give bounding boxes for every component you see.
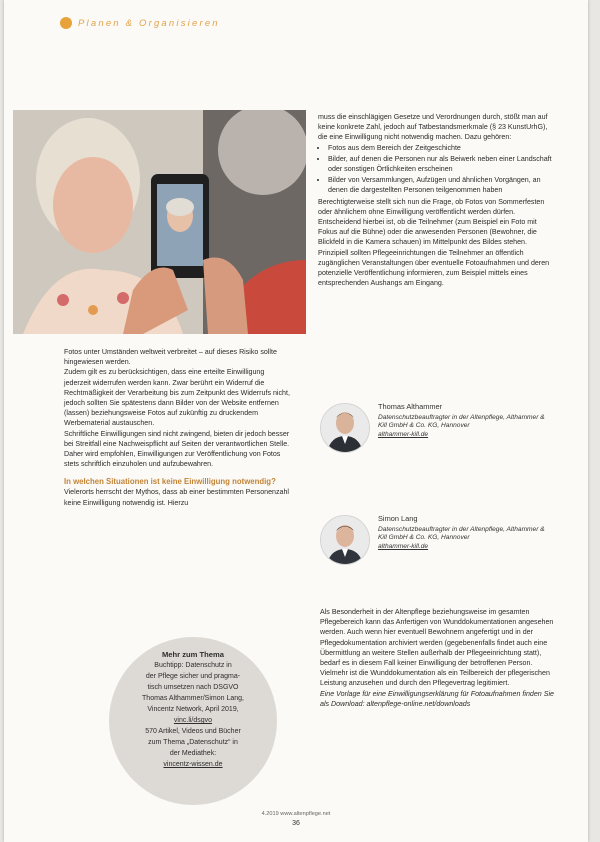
section-kicker: Planen & Organisieren <box>78 17 220 29</box>
right-bottom-paragraph: Als Besonderheit in der Altenpflege beziehungsweise im gesamten Pflegebereich kann das Anfertigen von Wunddokumentationen angesehen werden. Auch wenn hier eventuell Bewohnern angefertigt und in der Pflegedokumentation archiviert werden (gegebenenfalls findet auch eine Übermittlung an weitere Stellen außerhalb der Pflegeeinrichtung statt), bedarf es in diesem Fall keiner Einwilligung der betroffenen Person. Vielmehr ist die Wunddokumentation als ein Teilbereich der pflegerischen Leistung anzusehen und durch den Pflegevertrag legitimiert. <box>320 608 554 688</box>
author-name: Thomas Althammer <box>378 402 443 411</box>
list-item: • Bilder von Versammlungen, Aufzügen und ähnlichen Vorgängen, an denen die dargestellten Personen teilgenommen haben <box>328 175 554 195</box>
info-bubble <box>109 637 277 805</box>
photo-illustration <box>13 110 306 334</box>
author-portrait-icon <box>321 404 369 452</box>
info-link-mediathek[interactable]: vincentz-wissen.de <box>163 761 223 768</box>
right-intro: muss die einschlägigen Gesetze und Verordnungen durch, stößt man auf keine konkrete Zahl, jedoch auf Tatbestandsmerkmale (§ 23 KunstUrhG), die eine Einwilligung nicht notwendig machen. Dazu gehören: <box>318 113 548 142</box>
author-portrait-icon <box>321 516 369 564</box>
info-line: Vincentz Network, April 2019, <box>147 706 239 713</box>
right-paragraph: Berechtigterweise stellt sich nun die Frage, ob Fotos von Sommerfesten oder ähnlichem ohne Einwilligung veröffentlicht werden dürfen. Entscheidend hierbei ist, ob die Teilnehmer (zum Beispiel ein Foto mit Fokus auf die Bühne) oder die anwesenden Personen (Bewohner, die Blickfeld in die Kamera schauen) im Mittelpunkt des Bildes stehen. Prinzipiell sollten Pflegeeinrichtungen die Teilnehmer an öffentlich zugänglichen Veranstaltungen über eventuelle Fotoaufnahmen und deren potenzielle Veröffentlichung informieren, zum Beispiel mittels eines entsprechenden Aushangs am Eingang. <box>318 197 550 288</box>
left-paragraph-2: Zudem gilt es zu berücksichtigen, dass eine erteilte Einwilligung jederzeit widerrufen werden kann. Zwar berührt ein Widerruf die Rechtmäßigkeit der Verarbeitung bis zum Zeitpunkt des Widerrufs nicht, jedoch sollten Sie spätestens dann Bilder von der Website entfernen (lassen) beziehungsweise Fotos auf zukünftig zu druckendem Werbematerial austauschen. <box>64 368 290 428</box>
info-line: Thomas Althammer/Simon Lang, <box>142 695 244 702</box>
info-line: zum Thema „Datenschutz“ in <box>148 739 238 746</box>
avatar <box>320 515 370 565</box>
exceptions-list <box>318 143 554 196</box>
left-paragraph-4: Vielerorts herrscht der Mythos, dass ab einer bestimmten Personenzahl keine Einwilligung notwendig ist. Hierzu <box>64 488 290 507</box>
author-bio: Datenschutzbeauftragter in der Altenpflege, Althammer & Kill GmbH & Co. KG, Hannover <box>378 413 545 430</box>
info-line: der Pflege sicher und pragma- <box>145 673 241 680</box>
author-card-2 <box>320 515 550 565</box>
section-dot-icon <box>60 17 72 29</box>
left-paragraph-1: Fotos unter Umständen weltweit verbreitet – auf dieses Risiko sollte hingewiesen werden. <box>64 348 277 367</box>
right-column-top <box>318 112 554 288</box>
info-line: 570 Artikel, Videos und Bücher <box>145 728 241 735</box>
subheading: In welchen Situationen ist keine Einwilligung notwendig? <box>64 477 276 487</box>
left-column <box>64 347 292 508</box>
info-line: Buchtipp: Datenschutz in <box>154 662 232 669</box>
left-paragraph-3: Schriftliche Einwilligungen sind nicht zwingend, bieten dir jedoch besser bei Streitfall eine Nachweispflicht auf Seiten der verantwortlichen Stelle. Daher wird empfohlen, Einwilligungen zur Veröffentlichung von Fotos stets schriftlich einzuholen und aufzubewahren. <box>64 429 290 469</box>
avatar <box>320 403 370 453</box>
author-link[interactable]: althammer-kill.de <box>378 430 429 438</box>
section-header <box>60 17 220 29</box>
author-meta <box>378 515 548 551</box>
author-bio: Datenschutzbeauftragter in der Altenpflege, Althammer & Kill GmbH & Co. KG, Hannover <box>378 525 545 542</box>
right-column-bottom <box>320 607 556 709</box>
info-line: der Mediathek: <box>169 750 217 757</box>
magazine-page <box>4 0 588 842</box>
footer-source: 4.2019 www.altenpflege.net <box>261 811 331 817</box>
list-item: • Fotos aus dem Bereich der Zeitgeschichte <box>328 143 554 153</box>
author-card-1 <box>320 403 550 453</box>
info-bubble-content <box>125 649 261 770</box>
author-meta <box>378 403 548 439</box>
info-link-book[interactable]: vinc.li/dsgvo <box>173 717 213 724</box>
author-link[interactable]: althammer-kill.de <box>378 542 429 550</box>
article-photo <box>13 110 306 334</box>
page-number: 36 <box>292 820 300 827</box>
download-note: Eine Vorlage für eine Einwilligungserklärung für Fotoaufnahmen finden Sie als Download: altenpflege-online.net/downloads <box>320 689 554 708</box>
list-item: • Bilder, auf denen die Personen nur als Beiwerk neben einer Landschaft oder sonstigen Örtlichkeiten erscheinen <box>328 154 554 174</box>
info-line: tisch umsetzen nach DSGVO <box>147 684 239 691</box>
info-bubble-title: Mehr zum Thema <box>161 650 225 659</box>
author-name: Simon Lang <box>378 514 418 523</box>
